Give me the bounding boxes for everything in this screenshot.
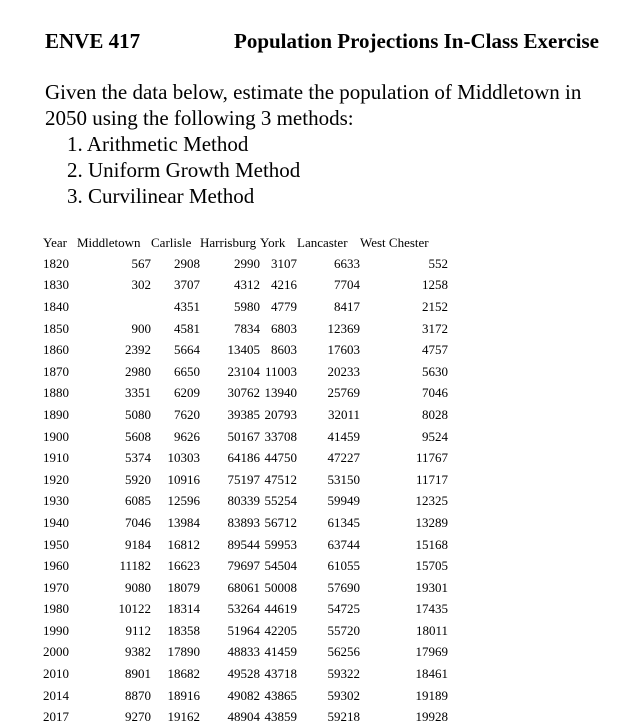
cell-harrisburg: 49082 [227, 687, 260, 703]
cell-west-chester: 552 [428, 255, 448, 271]
cell-middletown: 3351 [125, 385, 151, 401]
column-header-carlisle: Carlisle [151, 235, 192, 250]
table-body [43, 253, 448, 728]
column-header-york: York [260, 235, 286, 250]
cell-lancaster: 59302 [327, 687, 360, 703]
cell-york: 44750 [264, 450, 297, 466]
table-row [43, 491, 448, 513]
cell-middletown: 9382 [125, 644, 151, 660]
cell-lancaster: 56256 [327, 644, 360, 660]
cell-carlisle: 4351 [174, 298, 200, 314]
table-row [43, 512, 448, 534]
cell-lancaster: 47227 [327, 450, 360, 466]
methods-list [67, 131, 300, 209]
cell-carlisle: 18916 [167, 687, 200, 703]
cell-harrisburg: 83893 [227, 514, 260, 530]
cell-year: 1830 [43, 277, 69, 293]
cell-harrisburg: 2990 [234, 255, 260, 271]
cell-year: 1940 [43, 514, 69, 530]
cell-middletown: 5080 [125, 406, 151, 422]
cell-west-chester: 8028 [422, 406, 448, 422]
cell-middletown: 11182 [119, 558, 151, 574]
cell-harrisburg: 80339 [227, 493, 260, 509]
method-item: 1. Arithmetic Method [67, 132, 249, 156]
cell-lancaster: 17603 [327, 342, 360, 358]
cell-year: 1850 [43, 320, 69, 336]
cell-harrisburg: 5980 [234, 298, 260, 314]
cell-lancaster: 61055 [327, 558, 360, 574]
cell-lancaster: 57690 [327, 579, 360, 595]
cell-year: 2017 [43, 709, 69, 725]
cell-west-chester: 18461 [415, 666, 448, 682]
cell-west-chester: 17435 [415, 601, 448, 617]
cell-lancaster: 7704 [334, 277, 360, 293]
cell-harrisburg: 64186 [227, 450, 260, 466]
instructions-text: Given the data below, estimate the population of Middletown in 2050 using the following 3 methods: [45, 80, 582, 130]
cell-west-chester: 1258 [422, 277, 448, 293]
cell-lancaster: 6633 [334, 255, 360, 271]
cell-carlisle: 12596 [167, 493, 200, 509]
cell-york: 3107 [271, 255, 297, 271]
cell-york: 54504 [264, 558, 297, 574]
cell-year: 1980 [43, 601, 69, 617]
cell-year: 1860 [43, 342, 69, 358]
cell-carlisle: 10303 [167, 450, 200, 466]
cell-year: 2014 [43, 687, 69, 703]
cell-west-chester: 11717 [415, 471, 448, 487]
cell-york: 44619 [264, 601, 297, 617]
cell-lancaster: 25769 [327, 385, 360, 401]
cell-west-chester: 19301 [415, 579, 448, 595]
cell-middletown: 6085 [125, 493, 151, 509]
cell-york: 47512 [264, 471, 297, 487]
cell-middletown: 5608 [125, 428, 151, 444]
cell-middletown: 2980 [125, 363, 151, 379]
cell-harrisburg: 23104 [227, 363, 260, 379]
column-header-harrisburg: Harrisburg [200, 235, 257, 250]
cell-year: 1970 [43, 579, 69, 595]
cell-middletown: 9270 [125, 709, 151, 725]
cell-harrisburg: 68061 [227, 579, 260, 595]
cell-carlisle: 7620 [174, 406, 200, 422]
cell-carlisle: 3707 [174, 277, 200, 293]
cell-york: 50008 [264, 579, 297, 595]
cell-harrisburg: 48833 [227, 644, 260, 660]
cell-middletown: 9184 [125, 536, 151, 552]
cell-lancaster: 61345 [327, 514, 360, 530]
cell-middletown: 900 [131, 320, 151, 336]
table-row [43, 534, 448, 556]
cell-lancaster: 8417 [334, 298, 360, 314]
cell-york: 4216 [271, 277, 297, 293]
method-item: 3. Curvilinear Method [67, 184, 255, 208]
table-row [43, 663, 448, 685]
table-row [43, 685, 448, 707]
cell-carlisle: 18079 [167, 579, 200, 595]
cell-lancaster: 41459 [327, 428, 360, 444]
cell-york: 55254 [264, 493, 297, 509]
cell-harrisburg: 89544 [227, 536, 260, 552]
table-row [43, 447, 448, 469]
cell-carlisle: 19162 [167, 709, 200, 725]
cell-year: 1960 [43, 558, 69, 574]
cell-year: 2000 [43, 644, 69, 660]
cell-carlisle: 10916 [167, 471, 200, 487]
table-row [43, 275, 448, 297]
table-row [43, 361, 448, 383]
method-item: 2. Uniform Growth Method [67, 158, 301, 182]
cell-west-chester: 3172 [422, 320, 448, 336]
cell-middletown: 9112 [125, 622, 151, 638]
cell-carlisle: 6650 [174, 363, 200, 379]
cell-harrisburg: 30762 [227, 385, 260, 401]
cell-lancaster: 12369 [327, 320, 360, 336]
course-code: ENVE 417 [45, 29, 141, 53]
table-row [43, 642, 448, 664]
table-row [43, 469, 448, 491]
cell-harrisburg: 48904 [227, 709, 260, 725]
cell-west-chester: 2152 [422, 298, 448, 314]
cell-year: 1910 [43, 450, 69, 466]
table-row [43, 426, 448, 448]
page-title: Population Projections In-Class Exercise [234, 29, 599, 53]
cell-year: 1920 [43, 471, 69, 487]
cell-harrisburg: 7834 [234, 320, 260, 336]
table-row [43, 599, 448, 621]
cell-west-chester: 19928 [415, 709, 448, 725]
cell-harrisburg: 39385 [227, 406, 260, 422]
cell-west-chester: 11767 [415, 450, 448, 466]
cell-west-chester: 9524 [422, 428, 448, 444]
cell-harrisburg: 49528 [227, 666, 260, 682]
cell-west-chester: 17969 [415, 644, 448, 660]
cell-year: 1990 [43, 622, 69, 638]
population-table [43, 233, 448, 728]
cell-year: 1880 [43, 385, 69, 401]
cell-harrisburg: 4312 [234, 277, 260, 293]
cell-west-chester: 13289 [415, 514, 448, 530]
cell-lancaster: 59949 [327, 493, 360, 509]
cell-lancaster: 59322 [327, 666, 360, 682]
cell-year: 1890 [43, 406, 69, 422]
cell-harrisburg: 53264 [227, 601, 260, 617]
table-row [43, 577, 448, 599]
cell-middletown: 8870 [125, 687, 151, 703]
cell-middletown: 5374 [125, 450, 151, 466]
cell-york: 43859 [264, 709, 297, 725]
cell-west-chester: 7046 [422, 385, 448, 401]
column-header-middletown: Middletown [77, 235, 141, 250]
cell-west-chester: 15168 [415, 536, 448, 552]
cell-york: 8603 [271, 342, 297, 358]
cell-middletown: 7046 [125, 514, 151, 530]
cell-harrisburg: 75197 [227, 471, 260, 487]
cell-west-chester: 19189 [415, 687, 448, 703]
cell-carlisle: 5664 [174, 342, 200, 358]
cell-carlisle: 18314 [167, 601, 200, 617]
cell-york: 13940 [264, 385, 297, 401]
cell-york: 6803 [271, 320, 297, 336]
cell-lancaster: 55720 [327, 622, 360, 638]
cell-lancaster: 20233 [327, 363, 360, 379]
cell-west-chester: 4757 [422, 342, 448, 358]
cell-york: 41459 [264, 644, 297, 660]
cell-carlisle: 9626 [174, 428, 200, 444]
cell-year: 2010 [43, 666, 69, 682]
cell-year: 1870 [43, 363, 69, 379]
cell-lancaster: 59218 [327, 709, 360, 725]
column-header-lancaster: Lancaster [297, 235, 348, 250]
cell-west-chester: 15705 [415, 558, 448, 574]
cell-carlisle: 6209 [174, 385, 200, 401]
table-row [43, 555, 448, 577]
cell-harrisburg: 51964 [227, 622, 260, 638]
cell-west-chester: 5630 [422, 363, 448, 379]
table-row [43, 318, 448, 340]
cell-york: 33708 [264, 428, 297, 444]
table-row [43, 706, 448, 728]
cell-year: 1820 [43, 255, 69, 271]
cell-middletown [77, 296, 151, 318]
cell-york: 20793 [264, 406, 297, 422]
cell-york: 11003 [264, 363, 297, 379]
cell-lancaster: 53150 [327, 471, 360, 487]
cell-carlisle: 18358 [167, 622, 200, 638]
cell-carlisle: 13984 [167, 514, 200, 530]
cell-carlisle: 16623 [167, 558, 200, 574]
table-row [43, 339, 448, 361]
cell-lancaster: 63744 [327, 536, 360, 552]
column-header-west-chester: West Chester [360, 235, 429, 250]
table-row [43, 383, 448, 405]
cell-york: 43865 [264, 687, 297, 703]
cell-middletown: 2392 [125, 342, 151, 358]
cell-carlisle: 16812 [167, 536, 200, 552]
cell-west-chester: 18011 [415, 622, 448, 638]
cell-carlisle: 18682 [167, 666, 200, 682]
cell-middletown: 8901 [125, 666, 151, 682]
cell-middletown: 567 [131, 255, 151, 271]
column-header-year: Year [43, 235, 67, 250]
table-row [43, 253, 448, 275]
cell-year: 1840 [43, 298, 69, 314]
cell-york: 43718 [264, 666, 297, 682]
cell-york: 56712 [264, 514, 297, 530]
cell-year: 1950 [43, 536, 69, 552]
cell-west-chester: 12325 [415, 493, 448, 509]
cell-york: 59953 [264, 536, 297, 552]
cell-year: 1900 [43, 428, 69, 444]
cell-carlisle: 4581 [174, 320, 200, 336]
table-row [43, 620, 448, 642]
cell-middletown: 302 [131, 277, 151, 293]
cell-lancaster: 54725 [327, 601, 360, 617]
table-row [43, 404, 448, 426]
table-header-row [43, 233, 448, 253]
cell-year: 1930 [43, 493, 69, 509]
cell-middletown: 5920 [125, 471, 151, 487]
cell-carlisle: 2908 [174, 255, 200, 271]
cell-harrisburg: 79697 [227, 558, 260, 574]
cell-carlisle: 17890 [167, 644, 200, 660]
cell-harrisburg: 50167 [227, 428, 260, 444]
cell-lancaster: 32011 [327, 406, 360, 422]
table-row [43, 296, 448, 318]
cell-york: 4779 [271, 298, 297, 314]
cell-middletown: 9080 [125, 579, 151, 595]
cell-harrisburg: 13405 [227, 342, 260, 358]
cell-york: 42205 [264, 622, 297, 638]
cell-middletown: 10122 [118, 601, 151, 617]
